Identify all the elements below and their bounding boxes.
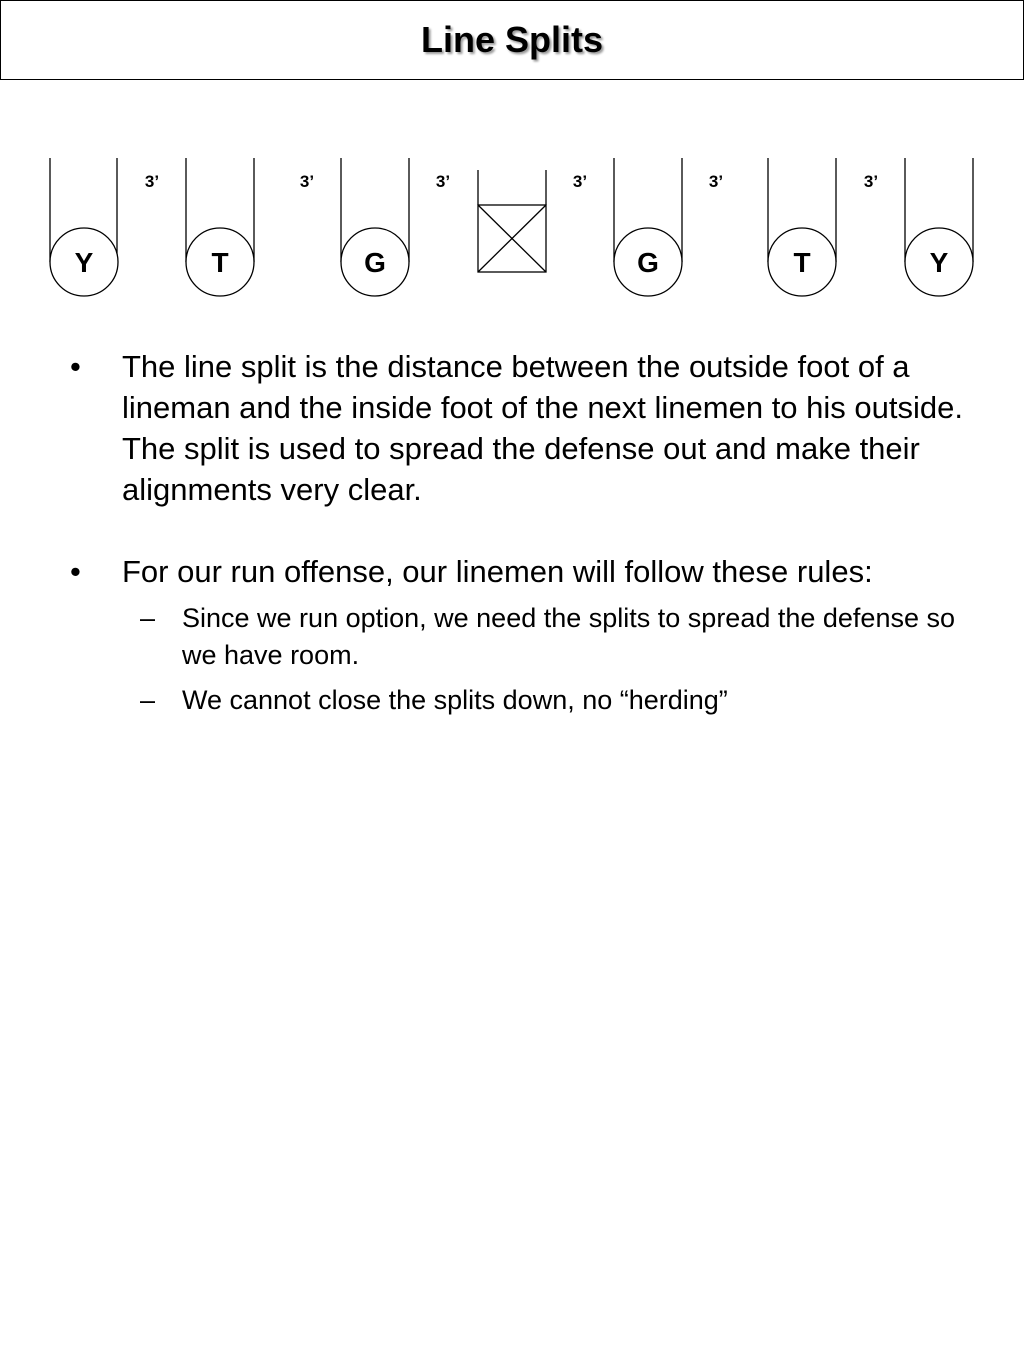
player-label: Y [74,247,94,278]
slide-title: Line Splits [420,19,604,60]
split-label: 3’ [708,172,724,191]
player-t-right [768,158,836,296]
bullet-text: For our run offense, our linemen will follow these rules: [122,554,873,589]
split-label: 3’ [144,172,160,191]
player-t-left [186,158,254,296]
player-label: G [637,247,659,278]
player-g-right [614,158,682,296]
split-label: 3’ [863,172,879,191]
bullet-dot: • [70,554,81,589]
sub-bullet-dash: – [140,603,156,633]
player-label: Y [929,247,949,278]
player-g-left [341,158,409,296]
bullet-item [70,551,970,592]
split-label: 3’ [299,172,315,191]
bullet-list [70,346,970,719]
split-label: 3’ [572,172,588,191]
sub-bullet-item [70,682,970,719]
player-y-left [50,158,118,296]
sub-bullet-item [70,600,970,674]
player-label: G [364,247,386,278]
bullet-text: The line split is the distance between the outside foot of a lineman and the inside foot of the next linemen to his outside. The split is used to spread the defense out and make their alignments very clear. [122,349,963,507]
split-label: 3’ [435,172,451,191]
player-label: T [793,247,811,278]
bullet-item [70,346,970,510]
player-y-right [905,158,973,296]
center-box [478,170,546,272]
bullet-dot: • [70,349,81,384]
player-label: T [211,247,229,278]
line-splits-diagram [0,150,1024,310]
sub-bullet-text: Since we run option, we need the splits to spread the defense so we have room. [182,603,955,670]
sub-bullet-text: We cannot close the splits down, no “herding” [182,685,728,715]
sub-bullet-dash: – [140,685,156,715]
title-bar [0,0,1024,80]
